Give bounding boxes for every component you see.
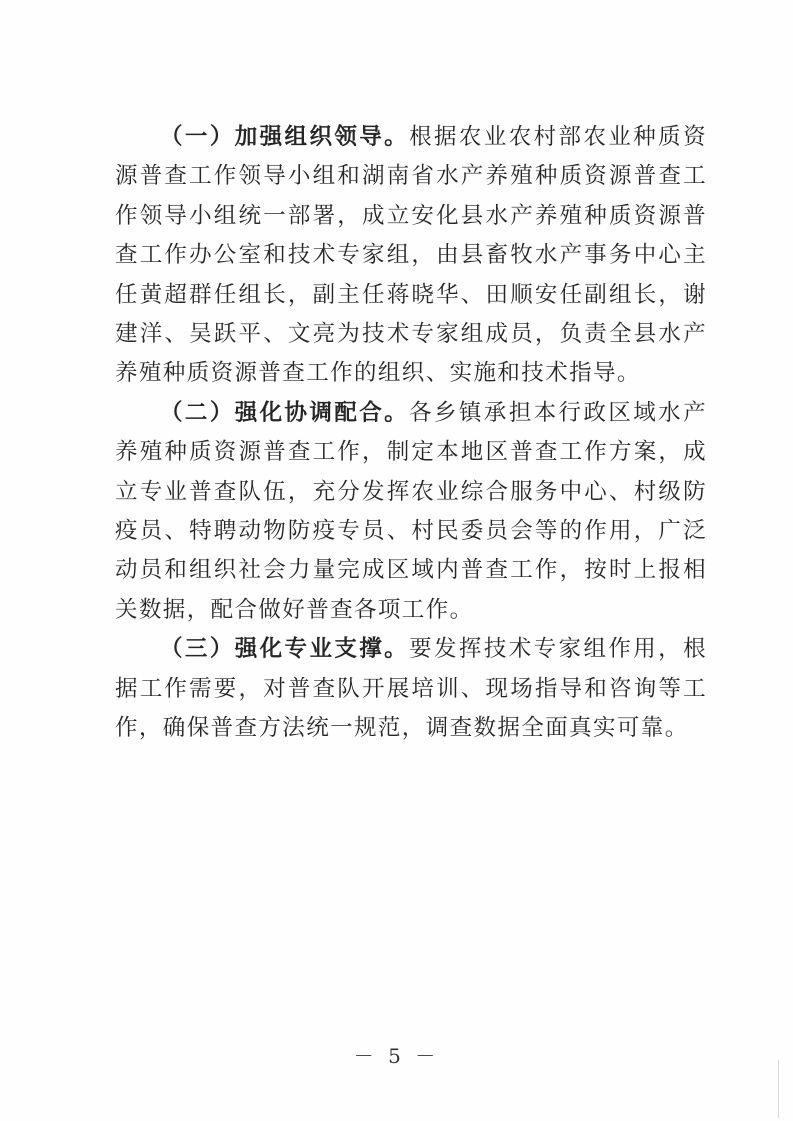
paragraph-heading: （二）强化协调配合。 bbox=[160, 399, 410, 426]
paragraph-heading: （三）强化专业支撑。 bbox=[160, 636, 410, 663]
paragraph-text: 各乡镇承担本行政区域水产养殖种质资源普查工作，制定本地区普查工作方案，成立专业普查队伍，充分发挥农业综合服务中心、村级防疫员、特聘动物防疫专员、村民委员会等的作用，广泛动员和组织社会力量完成区域内普查工作，按时上报相关数据，配合做好普查各项工作。 bbox=[115, 399, 707, 623]
document-body bbox=[115, 118, 707, 749]
page-number: － 5 － bbox=[353, 1044, 440, 1068]
paragraph-text: 要发挥技术专家组作用，根据工作需要，对普查队开展培训、现场指导和咨询等工作，确保普查方法统一规范，调查数据全面真实可靠。 bbox=[115, 636, 707, 742]
paragraph-heading: （一）加强组织领导。 bbox=[160, 124, 410, 150]
scan-edge-line bbox=[778, 1060, 779, 1118]
paragraph-coordination bbox=[115, 394, 707, 630]
paragraph-text: 根据农业农村部农业种质资源普查工作领导小组和湖南省水产养殖种质资源普查工作领导小组统一部署，成立安化县水产养殖种质资源普查工作办公室和技术专家组，由县畜牧水产事务中心主任黄超群任组长，副主任蒋晓华、田顺安任副组长，谢建洋、吴跃平、文亮为技术专家组成员，负责全县水产养殖种质资源普查工作的组织、实施和技术指导。 bbox=[115, 124, 707, 387]
paragraph-organization-leadership bbox=[115, 118, 707, 394]
paragraph-professional-support bbox=[115, 630, 707, 748]
